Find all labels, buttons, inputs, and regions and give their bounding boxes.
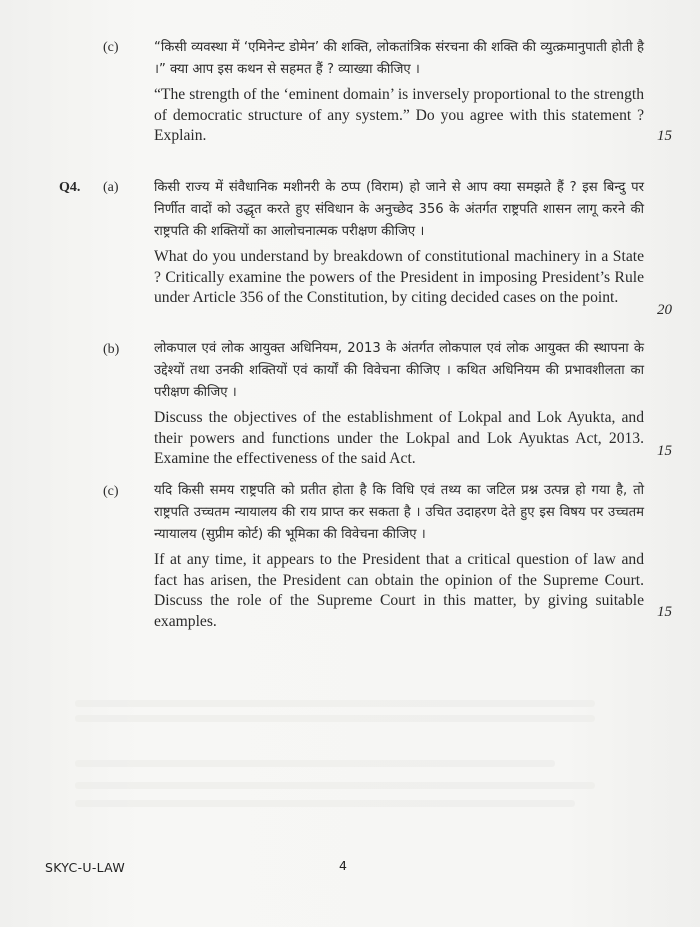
question-number: Q4. <box>59 180 81 195</box>
marks: 15 <box>657 128 672 144</box>
question-text-hindi: “किसी व्यवस्था में ‘एमिनेन्ट डोमेन’ की शक्ति, लोकतांत्रिक संरचना की शक्ति की व्युत्क्रमानुपाती होती है ।” क्या आप इस कथन से सहमत हैं ? व्याख्या कीजिए । <box>154 40 644 77</box>
question-text-english: If at any time, it appears to the President that a critical question of law and fact has arisen, the President can obtain the opinion of the Supreme Court. Discuss the role of the Supreme Court in this matter, by giving suitable examples. <box>154 551 644 630</box>
question-text-english: Discuss the objectives of the establishment of Lokpal and Lok Ayukta, and their powers and functions under the Lokpal and Lok Ayuktas Act, 2013. Examine the effectiveness of the said Act. <box>154 409 644 467</box>
question-text-block <box>154 177 644 309</box>
show-through-line <box>75 800 575 807</box>
part-label: (c) <box>103 484 119 499</box>
page-number: 4 <box>339 858 347 873</box>
marks: 20 <box>657 302 672 318</box>
question-text-block <box>154 338 644 470</box>
show-through-line <box>75 715 595 722</box>
part-label: (a) <box>103 180 119 195</box>
marks: 15 <box>657 443 672 459</box>
question-text-english: “The strength of the ‘eminent domain’ is inversely proportional to the strength of democratic structure of any system.” Do you agree with this statement ? Explain. <box>154 86 644 144</box>
part-label: (b) <box>103 342 120 357</box>
question-text-hindi: लोकपाल एवं लोक आयुक्त अधिनियम, 2013 के अंतर्गत लोकपाल एवं लोक आयुक्त की स्थापना के उद्देश्यों तथा उनकी शक्तियों एवं कार्यों की विवेचना कीजिए । कथित अधिनियम की प्रभावशीलता का परीक्षण कीजिए । <box>154 341 644 400</box>
question-text-english: What do you understand by breakdown of constitutional machinery in a State ? Critically examine the powers of the President in imposing President’s Rule under Article 356 of the Constitution, by citing decided cases on the point. <box>154 248 644 306</box>
question-text-block <box>154 480 644 632</box>
question-text-block <box>154 37 644 147</box>
part-label: (c) <box>103 40 119 55</box>
question-text-hindi: किसी राज्य में संवैधानिक मशीनरी के ठप्प (विराम) हो जाने से आप क्या समझते हैं ? इस बिन्दु पर निर्णीत वादों को उद्धृत करते हुए संविधान के अनुच्छेद 356 के अंतर्गत राष्ट्रपति शासन लागू करने की राष्ट्रपति की शक्तियों का आलोचनात्मक परीक्षण कीजिए । <box>154 180 644 239</box>
marks: 15 <box>657 604 672 620</box>
show-through-line <box>75 700 595 707</box>
show-through-line <box>75 760 555 767</box>
show-through-line <box>75 782 595 789</box>
question-text-hindi: यदि किसी समय राष्ट्रपति को प्रतीत होता है कि विधि एवं तथ्य का जटिल प्रश्न उत्पन्न हो गया है, तो राष्ट्रपति उच्चतम न्यायालय की राय प्राप्त कर सकता है । उचित उदाहरण देते हुए इस विषय पर उच्चतम न्यायालय (सुप्रीम कोर्ट) की भूमिका की विवेचना कीजिए । <box>154 483 644 542</box>
paper-code: SKYC-U-LAW <box>45 860 126 875</box>
